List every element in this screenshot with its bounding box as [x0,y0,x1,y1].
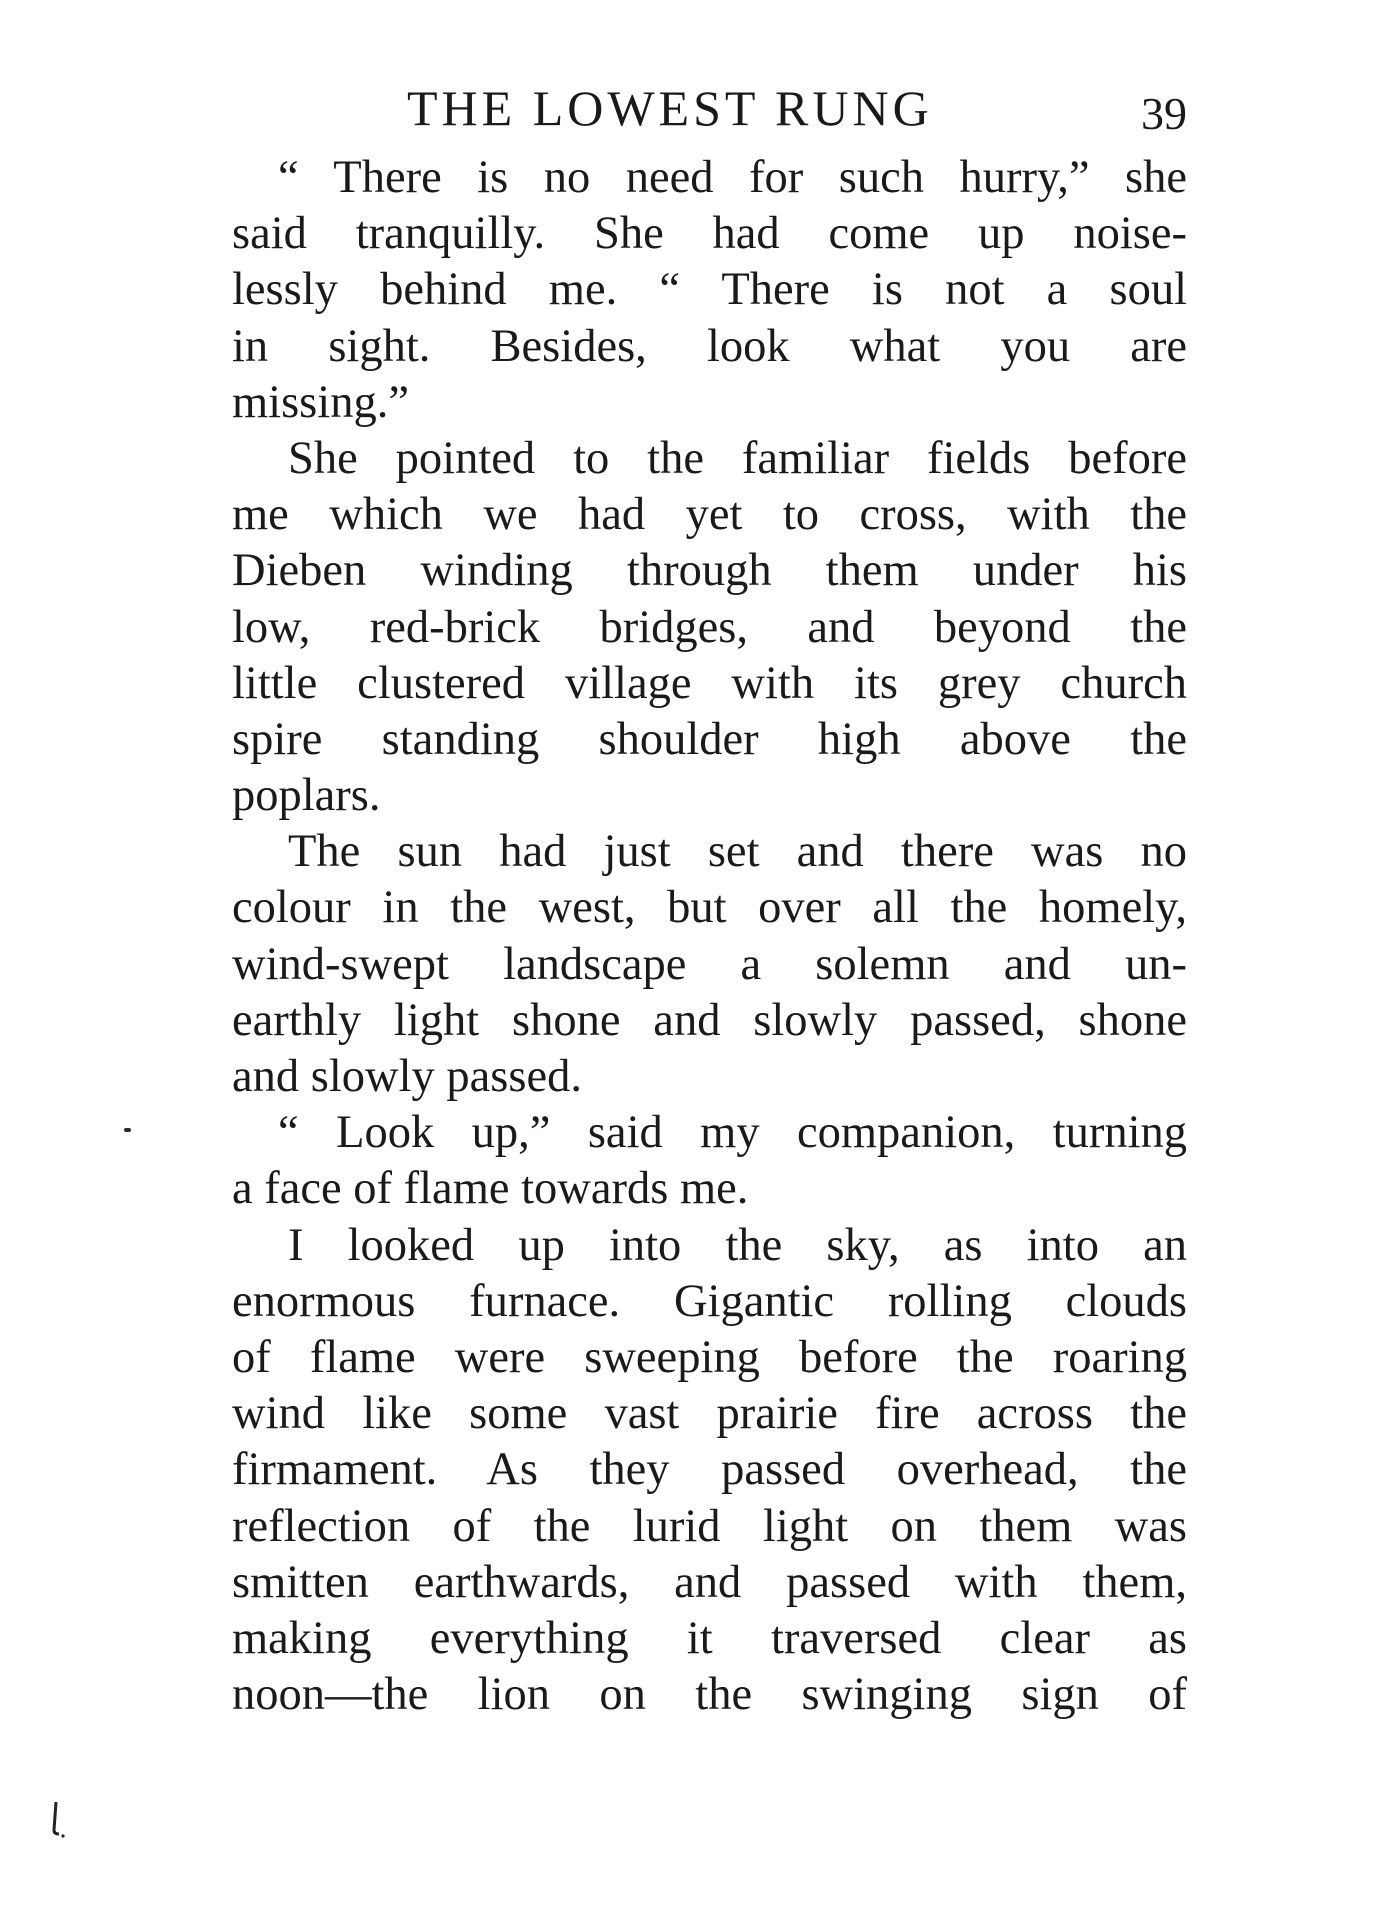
text-line: She pointed to the familiar fields before [288,432,1187,484]
text-line: spire standing shoulder high above the [232,713,1187,765]
text-line: I looked up into the sky, as into an [288,1219,1187,1271]
text-line: and slowly passed. [232,1051,582,1102]
text-line: a face of flame towards me. [232,1163,749,1215]
text-line: The sun had just set and there was no [288,826,1187,878]
paragraph [232,1105,1187,1217]
text-line: smitten earthwards, and passed with them, [232,1556,1187,1608]
paragraph [232,150,1187,431]
text-line: low, red-brick bridges, and beyond the [232,601,1187,653]
paragraph [232,431,1187,824]
paragraph [232,824,1187,1105]
text-line: earthly light shone and slowly passed, shone [232,994,1187,1046]
running-head [232,78,1187,138]
text-line: wind-swept landscape a solemn and un- [232,938,1187,990]
margin-dot-mark [124,1128,131,1132]
paragraph [232,1218,1187,1724]
text-line: poplars. [232,770,381,822]
margin-pencil-mark [50,1800,66,1840]
text-line: noon—the lion on the swinging sign of [232,1669,1187,1721]
text-line: firmament. As they passed overhead, the [232,1444,1187,1496]
text-line: lessly behind me. “ There is not a soul [232,264,1187,316]
text-line: missing.” [232,376,409,428]
text-line: wind like some vast prairie fire across the [232,1388,1187,1440]
text-line: colour in the west, but over all the homely, [232,882,1187,934]
text-line: said tranquilly. She had come up noise- [232,208,1187,260]
page-number: 39 [1141,88,1187,139]
text-line: making everything it traversed clear as [232,1612,1187,1664]
text-line: “ Look up,” said my companion, turning [278,1107,1187,1159]
text-line: Dieben winding through them under his [232,545,1187,597]
text-line: “ There is no need for such hurry,” she [278,152,1187,203]
text-line: enormous furnace. Gigantic rolling clouds [232,1275,1187,1327]
text-line: in sight. Besides, look what you are [232,320,1187,372]
running-title: THE LOWEST RUNG [407,80,933,136]
text-line: little clustered village with its grey church [232,657,1187,709]
text-line: me which we had yet to cross, with the [232,489,1187,541]
body-text [232,150,1187,1723]
text-line: reflection of the lurid light on them was [232,1500,1187,1552]
text-line: of flame were sweeping before the roaring [232,1331,1187,1383]
